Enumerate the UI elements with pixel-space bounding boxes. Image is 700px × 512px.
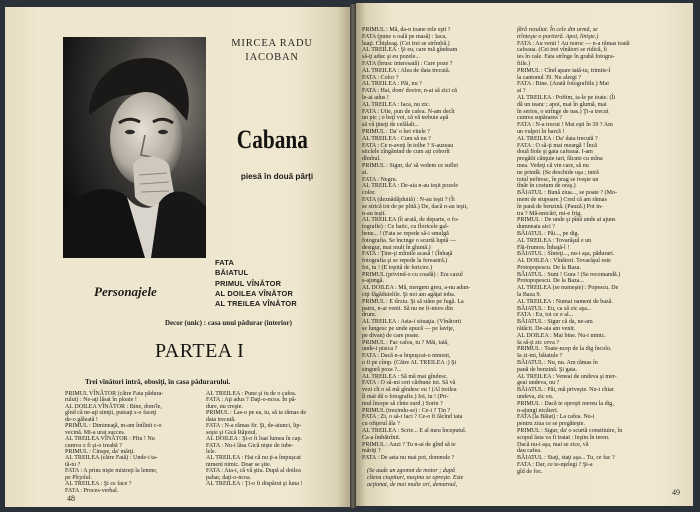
part-heading: PARTEA I [155,340,245,362]
dialogue-line: AL TREILEA : Asta-i situaţia. (Vînătorii [362,319,462,326]
dialogue-line: sticlele zîngănind de cum aţi coborît [362,149,450,156]
author-portrait-image [63,37,206,258]
character-name: BĂIATUL [215,268,249,278]
page-number: 48 [67,494,75,503]
dialogue-line: gîd de foc. [517,468,543,475]
dialogue-line: drum. [362,312,377,319]
dialogue-line: FATA : Nu-i lăsa Gică nişte de iube- [206,442,294,449]
dialogue-line: data trecută. [206,416,236,423]
dialogue-line: dau cafea. [517,448,542,455]
dialogue-line: în serios, o strînge de nas.) Ţi-a trecut [517,108,609,115]
dialogue-line: FATA : Proces-verbal. [65,487,119,494]
dialogue-line: pană de benzină. Şi gata. [517,366,578,373]
right-column-2-dialogue [517,41,689,476]
dialogue-line: nimeni nimic. Doar se ştie. [206,461,272,468]
dialogue-line: PRIMUL : Las-o pe ea, tu, să ia rămas de [206,410,307,417]
dialogue-line: Ioi, tu ! (E topită de fericire.) [362,264,433,271]
dialogue-line: ciţi făgăduielile. Şi noi am agăţat toba. [362,292,456,299]
dialogue-line: FATA : Au venit ! Au noroc — n-a rămas toată [517,40,630,47]
left-page [5,7,350,507]
dialogue-line: unde-i pisica ? [362,346,398,353]
dialogue-line: pregătit cănţuie tari, făcute cu mîna [517,156,603,163]
dialogue-line: FATA : Negru. [362,176,398,183]
author-photo [63,37,206,258]
author-name-first: MIRCEA RADU [231,38,313,49]
dialogue-line: pe Pîrjolul. [65,474,92,481]
dialogue-line: FATA : O să-ţi mai meargă ! Încă [517,142,598,149]
stage-direction-line: fără rezultat. În cele din urmă, se [517,27,598,33]
dialogue-line: fiile.) [517,60,531,67]
dialogue-line: AL TREILEA : Da' data trecută ? [517,135,598,142]
dialogue-line: PRIMUL : Cînd apare tată-tu, trimite-l [517,67,611,74]
opening-stage-direction: Trei vînători intră, obosiţi, în casa pădurarului. [85,378,231,386]
dialogue-line: AL TREILEA : Iaca, nu zic. [362,101,431,108]
dialogue-line: AL TREILEA (se numeşte) : Popescu. De [517,285,619,292]
page-number: 49 [672,488,680,497]
dialogue-line: FATA : De asta nu mai pot, domnule ? [362,455,455,462]
dialogue-line: pentru ziua ce se pregăteşte. [517,421,585,428]
dialogue-line: Ia zi-mi, băiatule ? [517,353,563,360]
dialogue-line: luaţi. Chişleag. (Cei trei se strîmbă.) [362,40,450,47]
stage-direction-line: (Se aude un zgomot de motor ; după [367,468,455,474]
right-page-column-1 [362,27,512,488]
dialogue-line: lele. [206,448,217,455]
dialogue-line: măriţi ? [362,448,381,455]
dialogue-line: AL DOILEA : Vînători. Tovarăşul este [517,258,611,265]
dialogue-line: AL TREILEA : Veneai de undeva şi mer- [517,373,617,380]
dialogue-line: Dacă nu-i aşa, mai se zice, vă [517,441,589,448]
dialogue-line: ies în cale. Fata strînge în grabă fotogra- [517,54,615,61]
dialogue-line: BĂIATUL : Staţi, staţi aşa... Tu, ce fac ? [517,455,615,462]
dialogue-line: un vulpoi în barcă ! [517,128,565,135]
dialogue-line: AL TREILEA : Hai că nu ţi-a împuşcat [206,455,301,462]
dialogue-line: să vă ţineţi de celălalt... [362,122,419,129]
dialogue-line: tra ? Mă-nnicări, mi-e frig. [517,210,582,217]
dialogue-line: o fi pe cîmp. (Către AL TREILEA :) Şi [362,360,457,367]
dialogue-line: cumva supărarea ? [517,115,562,122]
dialogue-line: ai. [362,169,368,176]
author-name-last: IACOBAN [245,52,299,63]
dialogue-line: FATA (pune o oală pe masă) : Iaca, [362,33,447,40]
dialogue-line: s-ajungă. [362,278,384,285]
dialogue-line: AL TREILEA : Să mă mai gîndesc. [362,373,448,380]
dialogue-line: se strică tot de pe plită.) De, dacă n-au ieşit, [362,203,468,210]
play-subtitle: piesă în două părţi [240,172,314,181]
dialogue-line: FATA : Ce n-aveţi în tolbe ? S-auzeau [362,142,454,149]
dialogue-line: tă-tu ? [65,461,81,468]
play-title-block [212,125,332,155]
dialogue-line: cumva o fi şi-o treabă ? [65,442,122,449]
dialogue-line: fotografia şi se repede la fereastră.) [362,258,448,265]
dialogue-line: PRIMUL : E tîrziu. Şi să stăm pe fugă. La [362,298,464,305]
left-page-column-2 [206,391,348,488]
dialogue-line: AL TREILEA : Numai oameni de bază. [517,298,613,305]
dialogue-line: AL TREILEA : Scrie... E al meu începutul. [362,428,467,435]
right-column-1-dialogue [362,27,512,462]
dialogue-line: BĂIATUL : Sigur că da, ne-am [517,319,593,326]
play-title: Cabana [236,125,308,154]
right-page-column-2 [517,27,689,476]
dialogue-line: PRIMUL (trezindu-se) : Ce-i ? Tin ? [362,407,451,414]
stage-direction-line: trînteşte o portieră. Apoi, linişte.) [517,33,599,40]
dialogue-line: PRIMUL : Sigur, da' să vedem ce suflet [362,162,459,169]
dialogue-line: FATA (brusc interesată) : Care poze ? [362,60,453,67]
dialogue-line: FATA : Dacă n-a împuşcat-o nimeni, [362,353,451,360]
dialogue-line: Făt-frumos. Înhaţă-l ! [517,244,570,251]
dialogue-line: PRIMUL : Da' o bei vitele ? [362,128,431,135]
dialogue-line: FATA : Bine. (Arată fotografiile.) Mai [517,81,609,88]
dialogue-line: tînăr în costum de oraş.) [517,183,576,190]
dialogue-line: AL TREILEA : Poftim, ia-le pe toate. (Îi [517,94,616,101]
dialogue-line: se lungesc pe unde apucă — pe laviţe, [362,326,455,333]
dialogue-line: BĂIATUL : Păi, mă priveşte. Nu-i chiar [517,387,614,394]
dialogue-line: FATA (deznădăjduită) : N-au ieşit ? (Îi [362,196,455,203]
dialogue-line: ment de stupoare.) Cred că am rămas [517,196,607,203]
stage-direction-continued [517,27,689,41]
dialogue-line: AL TREILEA : De-aia n-au ieşit pozele [362,183,459,190]
dialogue-line: PRIMUL : Auzi ? Tu n-ai de gînd să te [362,441,456,448]
character-name: FATA [215,258,234,267]
dialogue-line: Ca-a îmbătrînit. [362,434,401,441]
dialogue-line: singură poza ?... [362,366,402,373]
dialogue-line: undeva, zic eu. [517,394,554,401]
dialogue-line: AL TREILEA : Cum să nu ? [362,135,431,142]
character-name: AL DOILEA VÎNĂTOR [215,288,293,298]
dialogue-line: AL TREILEA : Şi eu, care mă gîndeam [362,47,458,54]
dialogue-line: fotografia. Se încinge o scurtă luptă — [362,237,456,244]
dialogue-line: îi mai dă o fotografie.) Ioi, tu ! (Pri- [362,394,449,401]
dialogue-line: AL TREILEA (către Fată) : Unde-i ta- [65,455,158,462]
dialogue-line: geai undeva, nu ? [517,380,560,387]
dialogue-line: PRIMUL : Cinspe, da' mărţi. [65,448,135,455]
dialogue-line: desigur, mai mult în glumă.) [362,244,431,251]
dialogue-line: BĂIATUL : Sînteţi..., nu-i aşa, pădurari. [517,251,615,258]
dialogue-line: la cantonul 39. Nu alergi ? [517,74,582,81]
dialogue-line: mea. Vedeţi că vin care, să nu [517,162,589,169]
dialogue-line: pe divan) de care poate. [362,332,420,339]
stage-direction [362,468,512,488]
dialogue-line: AL TREILEA (îi arată, de departe, o fo- [362,217,459,224]
dialogue-line: la Baza 9. [517,292,542,299]
dialogue-line: FATA : Aţi adus ? Daţi-o-ncoa. În pă- [206,397,297,404]
dialogue-line: Protopopescu. De la Baza. [517,264,581,271]
dialogue-line: tografie) : Ce batic, cu floricele gal- [362,224,449,231]
dialogue-line: BĂIATUL : Păi..., pe dig. [517,230,580,237]
dialogue-line: Protopopescu. De la Baza... [517,278,584,285]
dialogue-line: AL DOILEA : Mă, mergem greu, a-nu adun- [362,285,471,292]
dialogue-line: un pic ; o beţi voi, că vă trebuie apă [362,115,449,122]
dialogue-line: PRIMUL : De unde şi pînă unde ai ajuns [517,217,616,224]
dialogue-line: două fiole şi gata cafeaua. I-am [517,149,593,156]
dialogue-line: cu ofiţerul ăla ? [362,421,400,428]
dialogue-line: PRIMUL : Dacă te opreşti mereu la dig, [517,400,614,407]
dialogue-line: AL TREILEA : Alea de data trecută. [362,67,451,74]
dialogue-line: FATA (la Băiat) : La cafea. Nu-i [517,414,595,421]
dialogue-line: FATA : O să-mi ceri cărbune tot. Să vă [362,380,456,387]
left-page-column-1 [65,391,203,494]
characters-list [215,258,297,309]
dialogue-line: AL TREILEA : Tovarăşul e un [517,237,592,244]
dialogue-line: Ia să-ţi zic ceva ? [517,339,559,346]
right-page [356,3,693,506]
dialogue-line: totul nefiresc, în prag se iveşte un [517,176,599,183]
dialogue-line: AL DOILEA : Mai bine. Nu-i nimic. [517,332,606,339]
dialogue-line: cafeaua. (Cei trei vînători se ridică, îi [517,47,607,54]
dialogue-line: dă un teanc ; apoi, mai în glumă, mai [517,101,607,108]
dialogue-line: FATA : N-a trecut ! Mai eşti în 39 ? Am [517,122,613,129]
stage-direction-line: cîteva ciupituri, maşina se opreşte. Este [367,474,464,481]
dialogue-line: PRIMUL : Dimineaţă, m-am întîlnit c-o [65,423,162,430]
dialogue-line: AL TREILEA VÎNĂTOR : Pfiu ! Nu [65,436,155,443]
dialogue-line: PRIMUL : Toate-ncep de la dig încolo. [517,346,612,353]
dialogue-line: rătăcit. De-aia am venit. [517,326,576,333]
dialogue-line: dure, nu creşte. [206,403,243,410]
dialogue-line: de-o găleată ! [65,416,98,423]
dialogue-line: gînd că ne-aţi simţit, puteaţi s-o faceţi [65,410,157,417]
dialogue-line: FATA : N-a rămas fir. Şi, de-atunci, lip- [206,423,302,430]
dialogue-line: n-ajungi nicăieri. [517,407,559,414]
dialogue-line: BĂIATUL : Eu, ca să zic aşa... [517,305,592,312]
dialogue-line: rului) : Ne-aţi lăsat în ploaie ! [65,397,137,404]
dialogue-line: ai ? [517,88,526,95]
characters-heading: Personajele [94,284,157,299]
character-name: PRIMUL VÎNĂTOR [215,278,282,288]
dialogue-line: PRIMUL (privind-o cu coadă) : Era cazul [362,271,463,278]
dialogue-line: AL TREILEA : Păi, nu ? [362,81,422,88]
decor-note: Decor (unic) : casa unui pădurar (interior) [165,319,292,327]
dialogue-line: mul începe să cînte surd.) Sorin ? [362,400,443,407]
dialogue-line: PRIMUL : Sigur, da' o scurtă constituire, în [517,428,623,435]
dialogue-line: FATA : Uite, pun de cafea. N-am decît [362,108,455,115]
dialogue-line: n-au ieşit. [362,210,386,217]
dialogue-line: scopul ăsta va fi tratat : Ieşim în teren. [517,434,610,441]
dialogue-line: dîmbul. [362,156,381,163]
dialogue-line: AL DOILEA : Şi-o fi luat lumea în cap. [206,436,302,443]
dialogue-line: FATA : Dar, ce te-nţelegi ? Şi-a [517,462,593,468]
dialogue-line: vecină. Mi-a urat succes. [65,429,126,436]
dialogue-line: vezi cît o să mă gîndesc eu ! (Al treilea [362,387,457,394]
dialogue-line: AL TREILEA : Pune şi tu de o cafea. [206,391,297,397]
dialogue-line: FATA : Hai, dom' doctor, n-ai să zici că [362,88,457,95]
dialogue-line: FATA : A prins nişte mistreţi la lemne, [65,468,158,475]
dialogue-line: FATA : Zi, o să-i faci ? Ce-o fi făcînd tata [362,414,463,421]
dialogue-line: seşte şi Gică Răţoiul. [206,429,258,436]
dialogue-line: BĂIATUL : Nu, nu. Am rămas în [517,360,598,367]
dialogue-line: FATA : Eu, tot ce e al... [517,312,574,319]
dialogue-line: BĂIATUL : Bună ziua..., se poate ? (Mo- [517,190,618,197]
dialogue-line: FATA : Ţine-ţi mîinile acasă ! (Înhaţă [362,251,453,258]
dialogue-line: patru, n-ai venit. Să nu ne fi-ntors din [362,305,453,312]
dialogue-line: FATA : Aia-i, că vă ştiu. După al doilea [206,468,301,475]
dialogue-line: PRIMUL : Mă, da-n toane rele eşti ? [362,27,451,33]
character-name: AL TREILEA VÎNĂTOR [215,299,297,309]
dialogue-line: AL TREILEA : Şi ce face ? [65,481,132,488]
dialogue-line: BĂIATUL : Sunt ! Gura ! (Se recomandă.) [517,271,621,278]
dialogue-line: PRIMUL VÎNĂTOR (către Fata pădura- [65,391,164,397]
dialogue-line: să-ţi aduc şi eu pozele... [362,54,420,61]
dialogue-line: le-ai adus ! [362,94,389,101]
dialogue-line: ne prindă. (Se deschide uşa ; intră [517,169,599,176]
dialogue-line: pahar, daţi-o-ncoa. [206,474,252,481]
dialogue-line: PRIMUL : Fac cafea, tu ? Măi, tată, [362,339,449,346]
dialogue-line: color. [362,190,376,197]
stage-direction-line: acţionat, de mai multe ori, demaroul, [367,481,458,488]
dialogue-line: bene... ! (Fata se repede să-i smulgă [362,230,449,237]
dialogue-line: FATA : Color ? [362,74,399,81]
dialogue-line: AL TREILEA : Ţi-o fi dispărut şi luna ! [206,481,303,488]
dialogue-line: în pană de benzină. (Pauză.) Pot in- [517,203,603,210]
dialogue-line: AL DOILEA VÎNĂTOR : Bine, dom'le, [65,403,162,410]
dialogue-line: dumneata aici ? [517,224,555,231]
